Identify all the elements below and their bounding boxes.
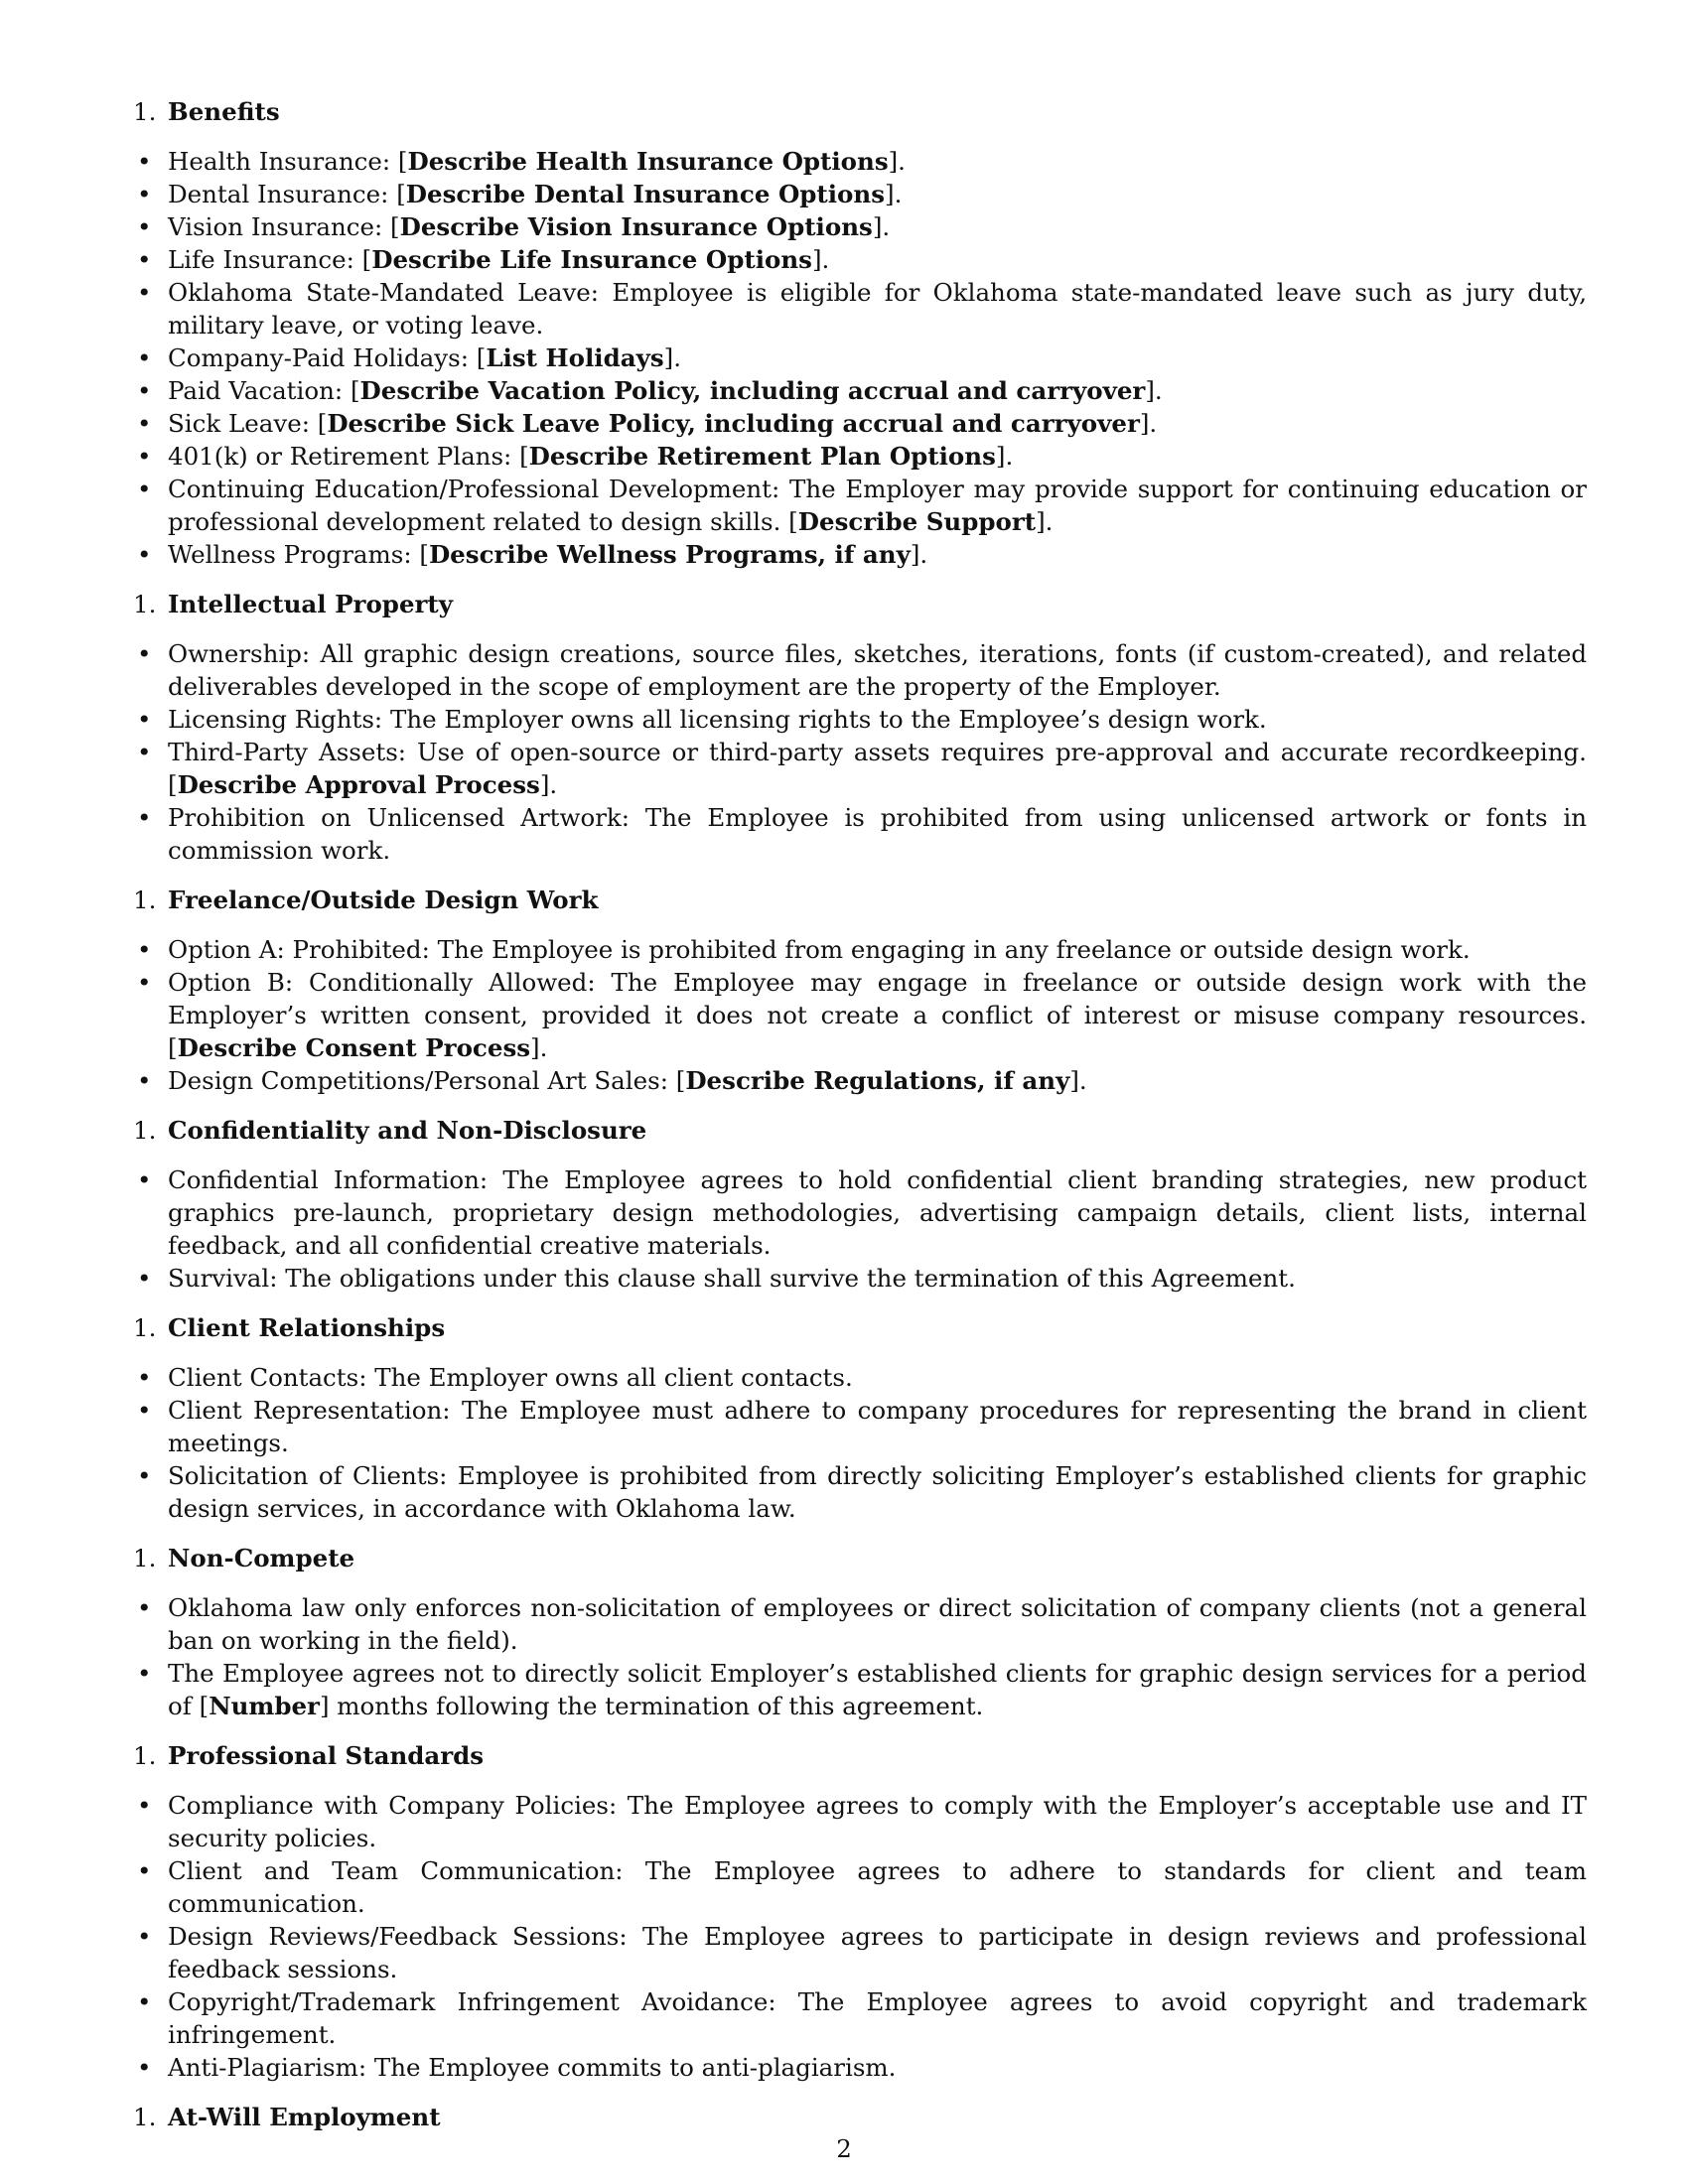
item-label: Survival: <box>168 1264 278 1293</box>
placeholder-field: Describe Wellness Programs, if any <box>428 540 911 569</box>
item-text: The Employee is prohibited from engaging in any freelance or outside design work. <box>437 935 1471 964</box>
placeholder-field: Describe Retirement Plan Options <box>528 442 996 471</box>
item-label: Licensing Rights: <box>168 705 383 734</box>
item-text: Employee is eligible for Oklahoma state-mandated leave such as jury duty, military leave, or voting leave. <box>168 278 1588 340</box>
item-label: Oklahoma State-Mandated Leave: <box>168 278 600 307</box>
list-item: • Life Insurance: [Describe Life Insurance Options]. <box>137 245 830 274</box>
bullet-list <box>133 1789 1587 2084</box>
list-item <box>133 2051 1587 2084</box>
bullet-icon: • <box>137 968 152 997</box>
item-label: Wellness Programs: <box>168 540 412 569</box>
item-label: Compliance with Company Policies: <box>168 1791 618 1820</box>
section-number: 1. <box>133 1741 157 1770</box>
placeholder-field: Describe Vacation Policy, including accrual and carryover <box>359 376 1146 405</box>
item-text: The Employee agrees to avoid copyright and trademark infringement. <box>168 1987 1587 2049</box>
list-item: • 401(k) or Retirement Plans: [Describe Retirement Plan Options]. <box>137 442 1014 471</box>
bullet-icon: • <box>137 147 152 176</box>
list-item <box>133 1361 1587 1394</box>
item-tail: . <box>821 245 830 274</box>
item-text: The Employer may provide support for continuing education or professional development related to design skills. <box>168 475 1587 536</box>
bullet-list <box>133 637 1587 867</box>
section-number: 1. <box>133 886 157 914</box>
section-title: Intellectual Property <box>168 590 453 618</box>
placeholder-field: Describe Support <box>797 507 1037 536</box>
section-heading <box>133 1114 1587 1147</box>
list-item <box>133 1591 1587 1657</box>
item-label: Design Reviews/Feedback Sessions: <box>168 1922 628 1951</box>
section-title: At-Will Employment <box>168 2103 441 2131</box>
bullet-icon: • <box>137 1066 152 1095</box>
item-label: Continuing Education/Professional Development: <box>168 475 780 503</box>
item-label: Anti-Plagiarism: <box>168 2053 367 2082</box>
item-text: Employee is prohibited from directly soliciting Employer’s established clients for graphic design services, in accordance with Oklahoma law. <box>168 1461 1587 1523</box>
bullet-icon: • <box>137 245 152 274</box>
item-text: The Employee agrees to hold confidential client branding strategies, new product graphics pre-launch, proprietary design methodologies, advertising campaign details, client lists, internal feedback, and all confidential creative materials. <box>168 1165 1588 1260</box>
placeholder-field: Describe Vision Insurance Options <box>399 212 873 241</box>
section-number: 1. <box>133 97 157 126</box>
item-label: Company-Paid Holidays: <box>168 343 469 372</box>
section-heading <box>133 1542 1587 1574</box>
placeholder-field: Describe Consent Process <box>177 1033 531 1062</box>
section-title: Freelance/Outside Design Work <box>168 886 599 914</box>
section-title: Professional Standards <box>168 1741 485 1770</box>
item-label: Prohibition on Unlicensed Artwork: <box>168 803 631 832</box>
section-heading <box>133 588 1587 620</box>
bullet-icon: • <box>137 1791 152 1820</box>
item-tail: . <box>919 540 928 569</box>
bullet-icon: • <box>137 803 152 832</box>
item-label: Copyright/Trademark Infringement Avoidance: <box>168 1987 776 2016</box>
list-item <box>133 1163 1587 1262</box>
item-text: The Employer owns all licensing rights to the Employee’s design work. <box>389 705 1267 734</box>
bullet-icon: • <box>137 1396 152 1425</box>
item-text: The Employee agrees to adhere to standards for client and team communication. <box>168 1856 1587 1918</box>
item-text: The Employee agrees to participate in design reviews and professional feedback sessions. <box>168 1922 1587 1983</box>
item-tail: months following the termination of this agreement. <box>329 1692 984 1720</box>
item-text: The Employee may engage in freelance or outside design work with the Employer’s written consent, provided it does not create a conflict of interest or misuse company resources. <box>168 968 1588 1029</box>
list-item <box>133 1262 1587 1295</box>
list-item <box>133 637 1587 703</box>
section <box>133 884 1587 1097</box>
section-number: 1. <box>133 2103 157 2131</box>
item-tail: . <box>549 770 558 799</box>
section <box>133 588 1587 867</box>
section-number: 1. <box>133 1313 157 1342</box>
list-item <box>133 1459 1587 1525</box>
page-number: 2 <box>836 2134 852 2163</box>
item-text: All graphic design creations, source files, sketches, iterations, fonts (if custom-created), and related deliverables developed in the scope of employment are the property of the Employer. <box>168 639 1587 701</box>
item-text: The Employee agrees to comply with the Employer’s acceptable use and IT security policies. <box>168 1791 1587 1852</box>
bullet-list <box>133 1591 1587 1722</box>
item-label: Paid Vacation: <box>168 376 344 405</box>
item-label: Client Contacts: <box>168 1363 367 1392</box>
list-item <box>133 1920 1587 1985</box>
bullet-list <box>133 1361 1587 1525</box>
list-item <box>133 1985 1587 2051</box>
section-number: 1. <box>133 590 157 618</box>
section-heading <box>133 884 1587 916</box>
list-item: • Wellness Programs: [Describe Wellness Programs, if any]. <box>137 540 928 569</box>
item-label: Option A: Prohibited: <box>168 935 430 964</box>
bullet-icon: • <box>137 540 152 569</box>
bullet-icon: • <box>137 738 152 766</box>
item-tail: . <box>1149 409 1158 438</box>
section-number: 1. <box>133 1544 157 1572</box>
section-number: 1. <box>133 1116 157 1145</box>
list-item: • Sick Leave: [Describe Sick Leave Policy, including accrual and carryover]. <box>137 409 1158 438</box>
item-tail: . <box>898 147 906 176</box>
section-heading <box>133 1311 1587 1344</box>
item-label: Design Competitions/Personal Art Sales: <box>168 1066 668 1095</box>
bullet-icon: • <box>137 1593 152 1622</box>
section-heading <box>133 2101 1587 2133</box>
bullet-icon: • <box>137 1363 152 1392</box>
bullet-icon: • <box>137 180 152 208</box>
placeholder-field: Describe Regulations, if any <box>685 1066 1070 1095</box>
item-text: The Employee commits to anti-plagiarism. <box>373 2053 897 2082</box>
bullet-icon: • <box>137 639 152 668</box>
list-item <box>133 933 1587 966</box>
document-page <box>133 95 1587 2150</box>
list-item <box>133 1789 1587 1854</box>
bullet-icon: • <box>137 376 152 405</box>
list-item: • Dental Insurance: [Describe Dental Insurance Options]. <box>137 180 903 208</box>
placeholder-field: Describe Sick Leave Policy, including accrual and carryover <box>327 409 1140 438</box>
item-text: Oklahoma law only enforces non-solicitation of employees or direct solicitation of company clients (not a general ban on working in the field). <box>168 1593 1587 1655</box>
list-item <box>133 1394 1587 1459</box>
item-label: 401(k) or Retirement Plans: <box>168 442 512 471</box>
item-tail: . <box>1005 442 1014 471</box>
list-item: • The Employee agrees not to directly solicit Employer’s established clients for graphic design services for a period of [Number] months following the termination of this agreement. <box>137 1659 1587 1720</box>
item-tail: . <box>1078 1066 1087 1095</box>
item-text: Use of open-source or third-party assets requires pre-approval and accurate recordkeeping. <box>417 738 1587 766</box>
item-text: The Employee agrees not to directly solicit Employer’s established clients for graphic design services for a period of <box>168 1659 1587 1720</box>
item-label: Vision Insurance: <box>168 212 383 241</box>
item-label: Confidential Information: <box>168 1165 489 1194</box>
section <box>133 1542 1587 1722</box>
placeholder-field: List Holidays <box>486 343 664 372</box>
item-label: Ownership: <box>168 639 311 668</box>
item-text: The obligations under this clause shall survive the termination of this Agreement. <box>285 1264 1296 1293</box>
section <box>133 95 1587 571</box>
bullet-list <box>133 145 1587 571</box>
item-tail: . <box>882 212 891 241</box>
bullet-icon: • <box>137 1659 152 1688</box>
bullet-icon: • <box>137 278 152 307</box>
bullet-icon: • <box>137 343 152 372</box>
bullet-icon: • <box>137 442 152 471</box>
list-item: • Health Insurance: [Describe Health Insurance Options]. <box>137 147 906 176</box>
bullet-icon: • <box>137 2053 152 2082</box>
item-label: Option B: Conditionally Allowed: <box>168 968 596 997</box>
item-tail: . <box>1154 376 1163 405</box>
section-title: Confidentiality and Non-Disclosure <box>168 1116 647 1145</box>
bullet-icon: • <box>137 212 152 241</box>
section <box>133 1114 1587 1295</box>
section-title: Non-Compete <box>168 1544 355 1572</box>
item-label: Client and Team Communication: <box>168 1856 624 1885</box>
placeholder-field: Describe Dental Insurance Options <box>405 180 885 208</box>
placeholder-field: Describe Life Insurance Options <box>371 245 812 274</box>
item-tail: . <box>539 1033 548 1062</box>
section-title: Client Relationships <box>168 1313 446 1342</box>
list-item: • Paid Vacation: [Describe Vacation Policy, including accrual and carryover]. <box>137 376 1163 405</box>
item-label: Solicitation of Clients: <box>168 1461 448 1490</box>
item-label: Client Representation: <box>168 1396 451 1425</box>
list-item <box>133 801 1587 867</box>
section <box>133 1311 1587 1525</box>
bullet-icon: • <box>137 409 152 438</box>
section-heading <box>133 1739 1587 1772</box>
section-title: Benefits <box>168 97 280 126</box>
list-item <box>133 1854 1587 1920</box>
bullet-icon: • <box>137 935 152 964</box>
bullet-icon: • <box>137 1856 152 1885</box>
section <box>133 2101 1587 2133</box>
placeholder-field: Number <box>209 1692 320 1720</box>
item-tail: . <box>673 343 681 372</box>
bullet-icon: • <box>137 705 152 734</box>
item-label: Health Insurance: <box>168 147 391 176</box>
bullet-icon: • <box>137 475 152 503</box>
list-item: • Design Competitions/Personal Art Sales: [Describe Regulations, if any]. <box>137 1066 1087 1095</box>
list-item <box>133 276 1587 341</box>
bullet-icon: • <box>137 1461 152 1490</box>
bullet-icon: • <box>137 1987 152 2016</box>
section <box>133 1739 1587 2084</box>
item-label: Dental Insurance: <box>168 180 389 208</box>
list-item: • Third-Party Assets: Use of open-source or third-party assets requires pre-approval and accurate recordkeeping. [Describe Approval Process]. <box>137 738 1587 799</box>
item-label: Life Insurance: <box>168 245 354 274</box>
section-heading <box>133 95 1587 128</box>
item-text: The Employee must adhere to company procedures for representing the brand in client meetings. <box>168 1396 1587 1457</box>
item-label: Third-Party Assets: <box>168 738 407 766</box>
list-item <box>133 703 1587 736</box>
placeholder-field: Describe Approval Process <box>177 770 540 799</box>
item-text: The Employer owns all client contacts. <box>374 1363 853 1392</box>
bullet-icon: • <box>137 1922 152 1951</box>
bullet-list <box>133 1163 1587 1295</box>
placeholder-field: Describe Health Insurance Options <box>407 147 889 176</box>
list-item: • Option B: Conditionally Allowed: The Employee may engage in freelance or outside design work with the Employer’s written consent, provided it does not create a conflict of interest or misuse company resources. [Describe Consent Process]. <box>137 968 1588 1062</box>
bullet-list <box>133 933 1587 1097</box>
item-text: The Employee is prohibited from using unlicensed artwork or fonts in commission work. <box>168 803 1587 865</box>
item-tail: . <box>894 180 903 208</box>
list-item: • Company-Paid Holidays: [List Holidays]. <box>137 343 681 372</box>
bullet-icon: • <box>137 1264 152 1293</box>
item-label: Sick Leave: <box>168 409 310 438</box>
bullet-icon: • <box>137 1165 152 1194</box>
list-item: • Continuing Education/Professional Development: The Employer may provide support for continuing education or professional development related to design skills. [Describe Support]. <box>137 475 1587 536</box>
list-item: • Vision Insurance: [Describe Vision Insurance Options]. <box>137 212 891 241</box>
item-tail: . <box>1045 507 1054 536</box>
